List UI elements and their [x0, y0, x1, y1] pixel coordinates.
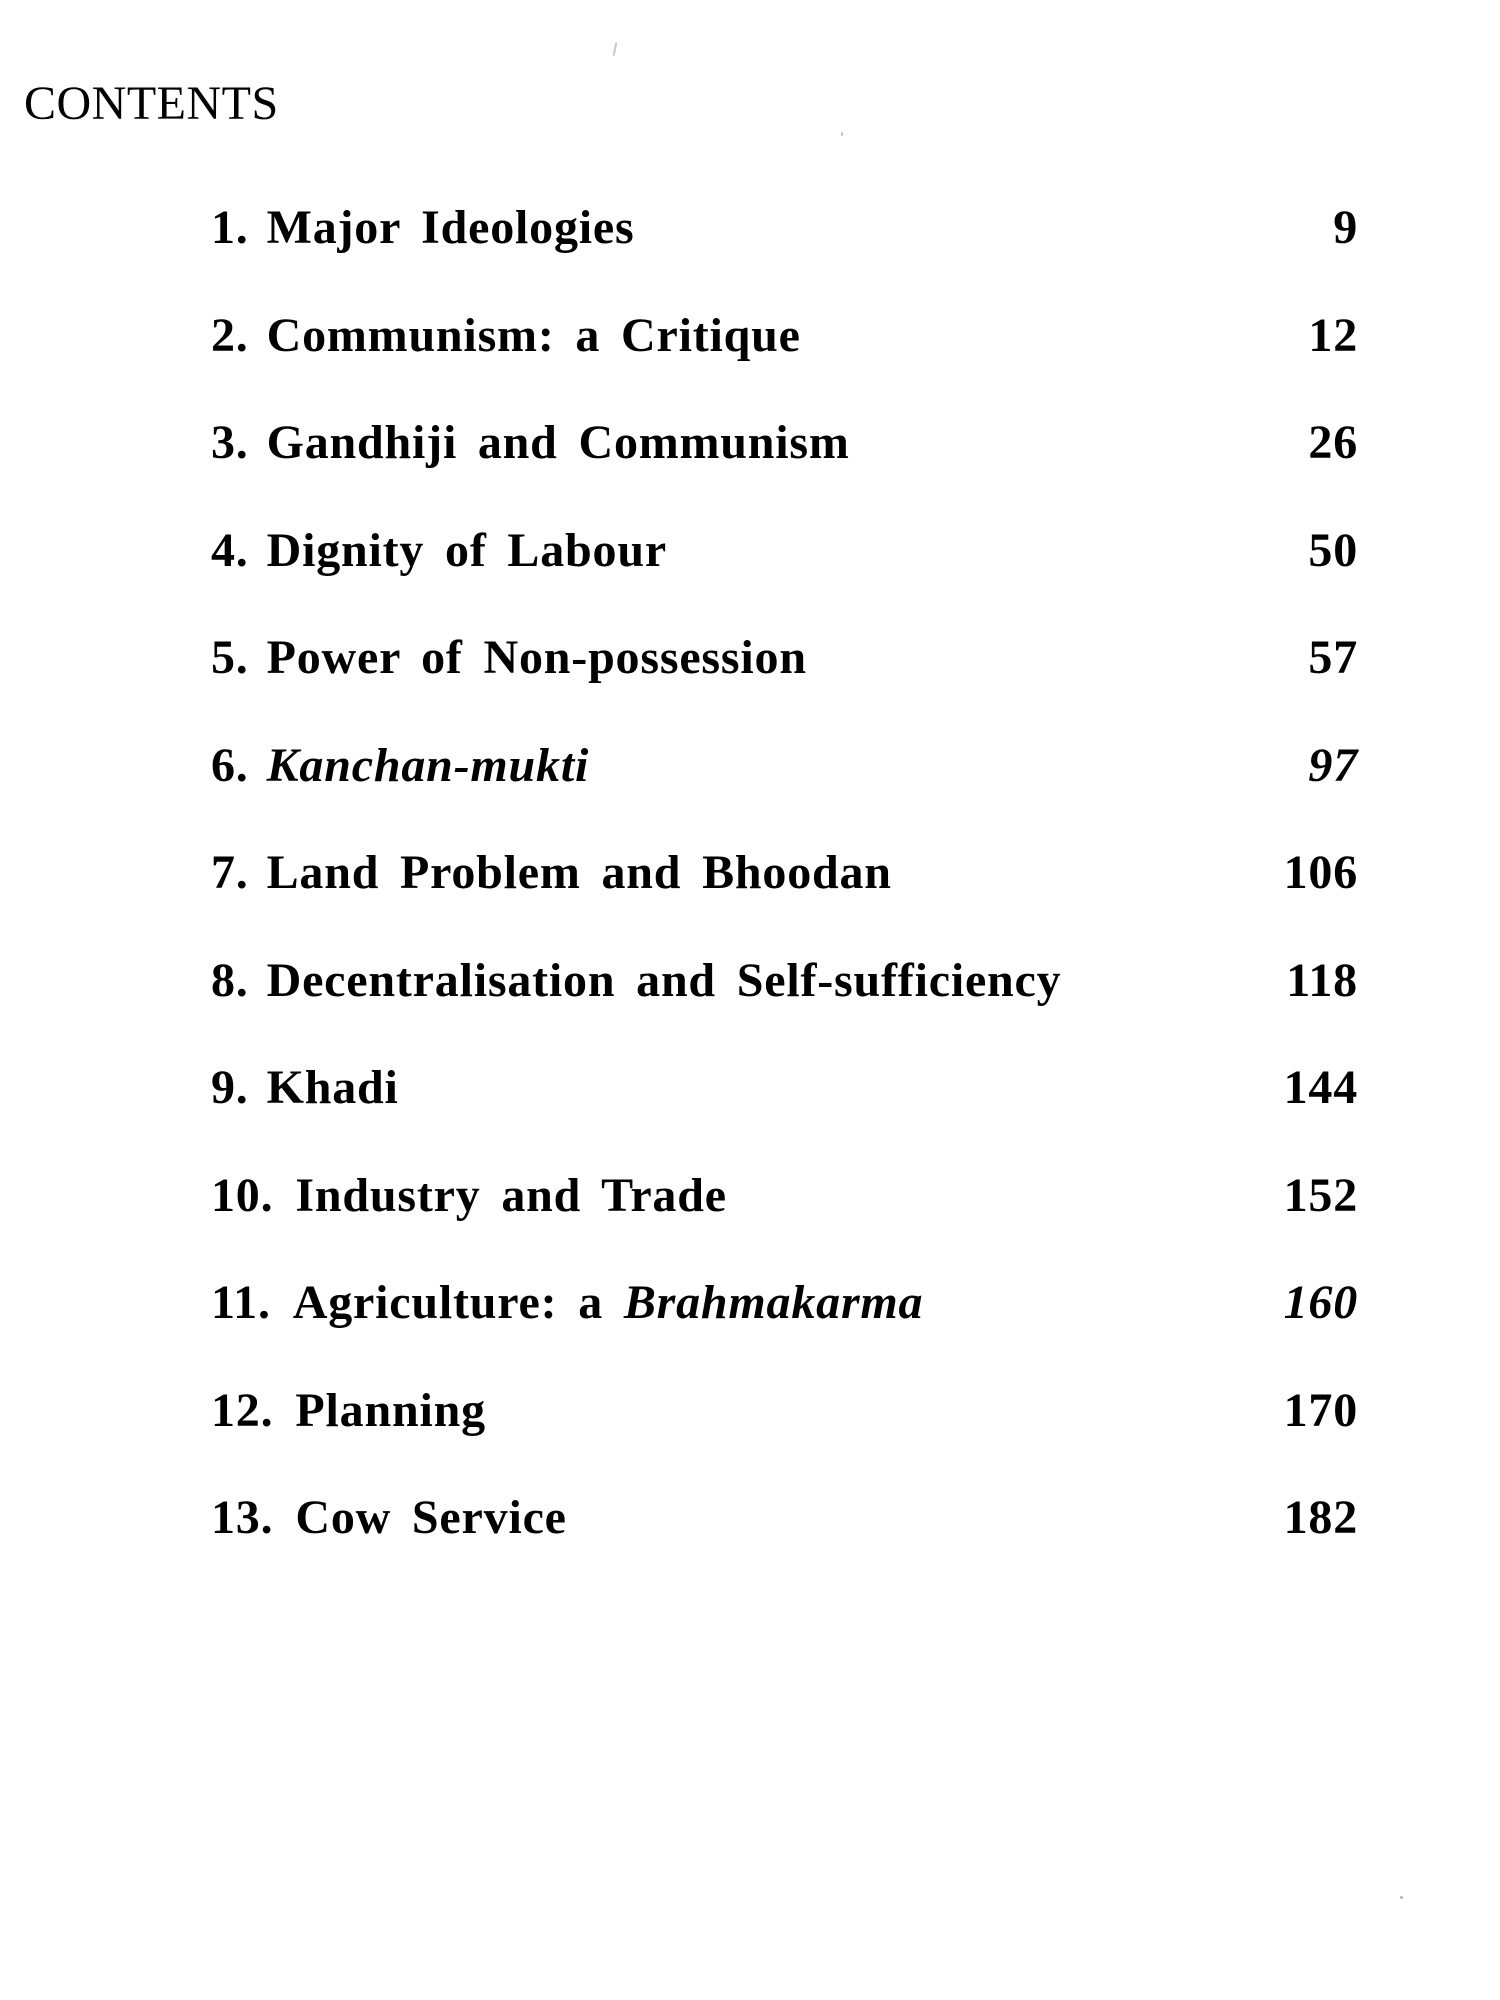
chapter-title: Communism: a Critique: [266, 308, 801, 362]
chapter-title: Dignity of Labour: [266, 523, 667, 577]
toc-entry-2: [211, 308, 1358, 416]
toc-entry-label: [211, 1168, 727, 1224]
chapter-title-prefix: Agriculture: a: [292, 1276, 624, 1329]
chapter-number: 11.: [211, 1276, 271, 1329]
toc-entry-10: [211, 1168, 1358, 1276]
toc-entry-7: [211, 845, 1358, 953]
toc-entry-3: [211, 415, 1358, 523]
chapter-title: Decentralisation and Self-sufficiency: [266, 953, 1062, 1007]
toc-entry-label: [211, 1275, 923, 1331]
page-number: 12: [1308, 308, 1358, 362]
chapter-number: 13.: [211, 1491, 274, 1544]
toc-entry-11: [211, 1275, 1358, 1383]
chapter-title: Planning: [295, 1383, 486, 1437]
page-number: 26: [1308, 416, 1358, 469]
page-number: 170: [1283, 1383, 1358, 1437]
chapter-title: [293, 1275, 924, 1331]
toc-entry-5: [211, 630, 1358, 738]
page-number: 182: [1283, 1491, 1358, 1544]
toc-entry-label: [211, 1490, 567, 1546]
toc-entry-label: [211, 308, 801, 364]
chapter-title: [267, 738, 590, 794]
page-number: 160: [1283, 1276, 1358, 1329]
toc-entry-6: [211, 738, 1358, 846]
chapter-number: 3.: [211, 416, 249, 469]
contents-heading: CONTENTS: [24, 77, 279, 130]
scan-speck: [1400, 1896, 1403, 1899]
page-number: 152: [1283, 1168, 1358, 1222]
toc-entry-label: [211, 630, 807, 686]
chapter-number: 6.: [211, 738, 249, 792]
chapter-title-italic: Brahmakarma: [623, 1276, 924, 1329]
toc-entry-label: [211, 953, 1061, 1009]
chapter-number: 8.: [211, 953, 249, 1007]
toc-entry-label: [211, 1383, 486, 1439]
chapter-title: Gandhiji and Communism: [266, 416, 850, 469]
table-of-contents: [211, 200, 1358, 1598]
scan-speck: [841, 132, 843, 136]
page-number: 118: [1286, 953, 1358, 1007]
chapter-number: 2.: [211, 308, 249, 362]
chapter-title: Khadi: [266, 1061, 399, 1114]
chapter-number: 7.: [211, 846, 249, 899]
toc-entry-label: [211, 523, 667, 579]
page-number: 97: [1308, 738, 1358, 792]
chapter-title-italic: Kanchan-mukti: [266, 738, 590, 792]
toc-entry-label: [211, 415, 850, 471]
toc-entry-13: [211, 1490, 1358, 1598]
toc-entry-label: [211, 1060, 399, 1116]
toc-entry-label: [211, 738, 589, 794]
toc-entry-12: [211, 1383, 1358, 1491]
page-number: 9: [1333, 201, 1358, 254]
chapter-title: Land Problem and Bhoodan: [266, 846, 892, 899]
chapter-number: 9.: [211, 1061, 249, 1114]
toc-entry-9: [211, 1060, 1358, 1168]
chapter-title: Industry and Trade: [295, 1168, 727, 1222]
chapter-title: Cow Service: [295, 1491, 567, 1544]
scan-speck: [613, 42, 618, 56]
chapter-number: 12.: [211, 1383, 274, 1437]
chapter-number: 5.: [211, 631, 249, 684]
page-number: 106: [1283, 846, 1358, 899]
chapter-title: Power of Non-possession: [266, 631, 807, 684]
toc-entry-label: [211, 200, 634, 256]
chapter-title: Major Ideologies: [266, 201, 635, 254]
chapter-number: 1.: [211, 201, 249, 254]
page-number: 144: [1283, 1061, 1358, 1114]
toc-entry-8: [211, 953, 1358, 1061]
toc-entry-label: [211, 845, 892, 901]
page-number: 50: [1308, 523, 1358, 577]
toc-entry-1: [211, 200, 1358, 308]
chapter-number: 4.: [211, 523, 249, 577]
chapter-number: 10.: [211, 1168, 274, 1222]
toc-entry-4: [211, 523, 1358, 631]
page-number: 57: [1308, 631, 1358, 684]
